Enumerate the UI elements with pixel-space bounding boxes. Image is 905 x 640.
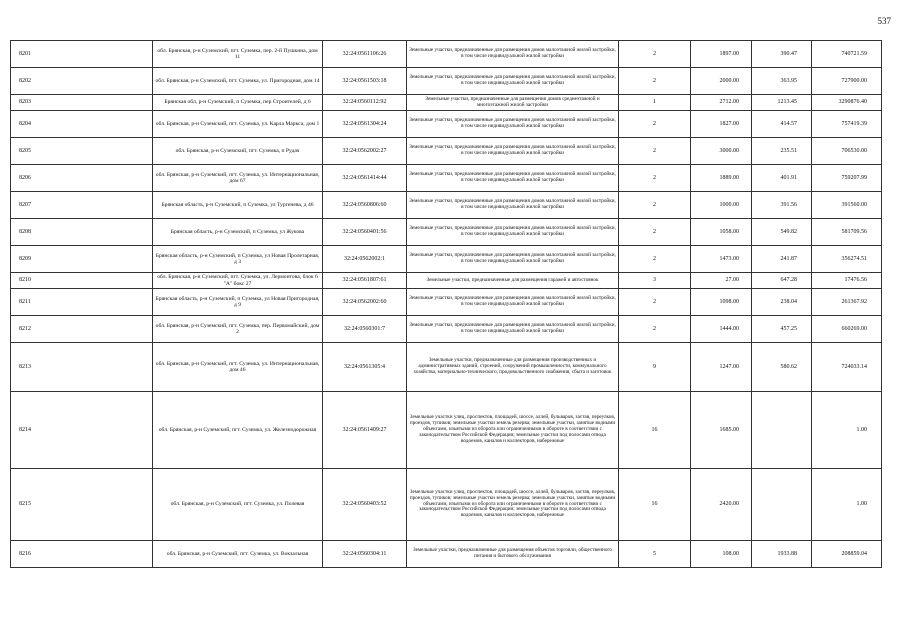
row-number: 8203 [11, 95, 153, 111]
area-cell: 1058.00 [691, 219, 752, 246]
cadastral-value-cell: 757419.39 [812, 111, 882, 138]
specific-value-cell [752, 469, 812, 541]
cadastral-value-cell: 724033.14 [812, 343, 882, 392]
address-cell: обл. Брянская, р-н Суземский, пгт. Суземка, ул. Интернациональная, дом 67 [153, 165, 323, 192]
cadastral-number-cell: 32:24:0561807:61 [323, 273, 407, 289]
table-row [11, 219, 882, 246]
cadastral-number-cell: 32:24:0561503:18 [323, 68, 407, 95]
table-row [11, 192, 882, 219]
table-row [11, 316, 882, 343]
specific-value-cell: 391.56 [752, 192, 812, 219]
land-use-cell: Земельные участки, предназначенные для размещения гаражей и автостоянок [407, 273, 619, 289]
table-row [11, 246, 882, 273]
area-cell: 1000.00 [691, 192, 752, 219]
land-use-cell: Земельные участки, предназначенные для размещения домов малоэтажной жилой застройки, в том числе индивидуальной жилой застройки [407, 68, 619, 95]
cadastral-value-cell: 208859.04 [812, 541, 882, 568]
cadastral-value-cell: 1.00 [812, 392, 882, 469]
cadastral-number-cell: 32:24:0560806:60 [323, 192, 407, 219]
use-group-cell: 2 [619, 289, 691, 316]
address-cell: обл. Брянская, р-н Суземский, пгт. Суземка, ул. Вокзальная [153, 541, 323, 568]
row-number: 8215 [11, 469, 153, 541]
land-use-cell: Земельные участки, предназначенные для размещения домов малоэтажной жилой застройки, в том числе индивидуальной жилой застройки [407, 246, 619, 273]
cadastral-number-cell: 32:24:0561106:26 [323, 41, 407, 68]
row-number: 8211 [11, 289, 153, 316]
area-cell: 1827.00 [691, 111, 752, 138]
cadastral-value-cell: 727900.00 [812, 68, 882, 95]
land-use-cell: Земельные участки, предназначенные для размещения домов малоэтажной жилой застройки, в том числе индивидуальной жилой застройки [407, 165, 619, 192]
cadastral-value-cell: 3290876.40 [812, 95, 882, 111]
table-row [11, 95, 882, 111]
cadastral-value-cell: 17476.56 [812, 273, 882, 289]
area-cell: 27.00 [691, 273, 752, 289]
table-row [11, 68, 882, 95]
cadastral-number-cell: 32:24:0562002:27 [323, 138, 407, 165]
use-group-cell: 2 [619, 41, 691, 68]
use-group-cell: 2 [619, 68, 691, 95]
address-cell: Брянская область, р-н Суземский, п Суземка, ул Тургенева, д 46 [153, 192, 323, 219]
cadastral-value-cell: 356274.51 [812, 246, 882, 273]
land-use-cell: Земельные участки, предназначенные для размещения домов малоэтажной жилой застройки, в том числе индивидуальной жилой застройки [407, 219, 619, 246]
cadastral-number-cell: 32:24:0560112:92 [323, 95, 407, 111]
land-use-cell: Земельные участки, предназначенные для размещения производственных и административных зданий, строений, сооружений промышленности, коммунального хозяйства, материально-технического, продовольственного снабжения, сбыта и заготовок [407, 343, 619, 392]
area-cell: 1444.00 [691, 316, 752, 343]
cadastral-number-cell: 32:24:0560403:52 [323, 469, 407, 541]
specific-value-cell: 457.25 [752, 316, 812, 343]
specific-value-cell: 390.47 [752, 41, 812, 68]
specific-value-cell: 580.62 [752, 343, 812, 392]
cadastral-value-cell: 1.00 [812, 469, 882, 541]
address-cell: обл. Брянская, р-н Суземский, пгт. Суземка, п Рудач [153, 138, 323, 165]
cadastral-value-cell: 759207.99 [812, 165, 882, 192]
land-use-cell: Земельные участки, предназначенные для размещения домов среднеэтажной и многоэтажной жилой застройки [407, 95, 619, 111]
address-cell: обл. Брянская, р-н Суземский, пгт. Суземка, ул. Пригородная, дом 14 [153, 68, 323, 95]
row-number: 8216 [11, 541, 153, 568]
area-cell: 1098.00 [691, 289, 752, 316]
area-cell: 2420.00 [691, 469, 752, 541]
specific-value-cell: 647.28 [752, 273, 812, 289]
specific-value-cell: 414.57 [752, 111, 812, 138]
area-cell: 2000.00 [691, 68, 752, 95]
table-row [11, 138, 882, 165]
address-cell: Брянская область, р-н Суземский, п Суземка, ул Жукова [153, 219, 323, 246]
table-row [11, 111, 882, 138]
table-row [11, 343, 882, 392]
address-cell: Брянская обл, р-н Суземский, п Суземка, пер Строителей, д 6 [153, 95, 323, 111]
area-cell: 1247.00 [691, 343, 752, 392]
row-number: 8202 [11, 68, 153, 95]
use-group-cell: 2 [619, 219, 691, 246]
table-row [11, 289, 882, 316]
row-number: 8213 [11, 343, 153, 392]
cadastral-number-cell: 32:24:0560304:11 [323, 541, 407, 568]
use-group-cell: 2 [619, 246, 691, 273]
cadastral-number-cell: 32:24:0561414:44 [323, 165, 407, 192]
land-use-cell: Земельные участки, предназначенные для размещения домов малоэтажной жилой застройки, в том числе индивидуальной жилой застройки [407, 138, 619, 165]
land-use-cell: Земельные участки, предназначенные для размещения домов малоэтажной жилой застройки, в том числе индивидуальной жилой застройки [407, 111, 619, 138]
address-cell: Брянская область, р-н Суземский, п Суземка, ул Новая Пригородная, д 9 [153, 289, 323, 316]
use-group-cell: 2 [619, 111, 691, 138]
cadastral-number-cell: 32:24:0562002:1 [323, 246, 407, 273]
specific-value-cell: 1933.88 [752, 541, 812, 568]
specific-value-cell: 549.82 [752, 219, 812, 246]
area-cell: 108.00 [691, 541, 752, 568]
use-group-cell: 9 [619, 343, 691, 392]
table-row [11, 273, 882, 289]
land-use-cell: Земельные участки улиц, проспектов, площадей, шоссе, аллей, бульваров, застав, переулков, проездов, тупиков; земельные участки земель резерва; земельные участки, занятые водными объектами, изъятыми из оборота или ограниченными в обороте в соответствии с законодательством Российской Федерации; земельные участки под полосами отвода водоемов, каналов и коллекторов, набережные [407, 469, 619, 541]
row-number: 8208 [11, 219, 153, 246]
page-number: 537 [877, 16, 891, 26]
use-group-cell: 5 [619, 541, 691, 568]
table-row [11, 41, 882, 68]
cadastral-value-cell: 261367.92 [812, 289, 882, 316]
land-use-cell: Земельные участки, предназначенные для размещения домов малоэтажной жилой застройки, в том числе индивидуальной жилой застройки [407, 289, 619, 316]
use-group-cell: 3 [619, 273, 691, 289]
cadastral-value-cell: 581709.56 [812, 219, 882, 246]
specific-value-cell: 235.51 [752, 138, 812, 165]
address-cell: Брянская область, р-н Суземский, п Суземка, ул Новая Пролетарная, д 3 [153, 246, 323, 273]
area-cell: 1685.00 [691, 392, 752, 469]
table-body [11, 41, 882, 568]
cadastral-number-cell: 32:24:0562002:60 [323, 289, 407, 316]
address-cell: обл. Брянская, р-н Суземский, пгт. Суземка, ул. Карла Маркса, дом 1 [153, 111, 323, 138]
specific-value-cell: 241.87 [752, 246, 812, 273]
use-group-cell: 2 [619, 192, 691, 219]
land-use-cell: Земельные участки улиц, проспектов, площадей, шоссе, аллей, бульваров, застав, переулков, проездов, тупиков; земельные участки земель резерва; земельные участки, занятые водными объектами, изъятыми из оборота или ограниченными в обороте в соответствии с законодательством Российской Федерации; земельные участки под полосами отвода водоемов, каналов и коллекторов, набережные [407, 392, 619, 469]
specific-value-cell: 363.95 [752, 68, 812, 95]
use-group-cell: 2 [619, 316, 691, 343]
use-group-cell: 16 [619, 392, 691, 469]
use-group-cell: 1 [619, 95, 691, 111]
use-group-cell: 2 [619, 165, 691, 192]
row-number: 8204 [11, 111, 153, 138]
table-row [11, 165, 882, 192]
cadastral-value-cell: 660269.00 [812, 316, 882, 343]
area-cell: 2712.00 [691, 95, 752, 111]
address-cell: обл. Брянская, р-н Суземский, пгт. Суземка, ул. Интернациональная, дом 46 [153, 343, 323, 392]
use-group-cell: 16 [619, 469, 691, 541]
row-number: 8212 [11, 316, 153, 343]
area-cell: 3000.00 [691, 138, 752, 165]
cadastral-number-cell: 32:24:0561305:4 [323, 343, 407, 392]
cadastral-number-cell: 32:24:0561304:24 [323, 111, 407, 138]
cadastral-number-cell: 32:24:0560401:56 [323, 219, 407, 246]
row-number: 8201 [11, 41, 153, 68]
use-group-cell: 2 [619, 138, 691, 165]
address-cell: обл. Брянская, р-н Суземский, пгт. Суземка, пер. Первомайский, дом 2 [153, 316, 323, 343]
row-number: 8207 [11, 192, 153, 219]
row-number: 8210 [11, 273, 153, 289]
row-number: 8206 [11, 165, 153, 192]
table-row [11, 392, 882, 469]
land-use-cell: Земельные участки, предназначенные для размещения домов малоэтажной жилой застройки, в том числе индивидуальной жилой застройки [407, 41, 619, 68]
address-cell: обл. Брянская, р-н Суземский, пгт. Суземка, ул. Лермонтова, блок 6 "А" бокс 27 [153, 273, 323, 289]
area-cell: 1473.00 [691, 246, 752, 273]
cadastral-number-cell: 32:24:0561409:27 [323, 392, 407, 469]
row-number: 8209 [11, 246, 153, 273]
land-use-cell: Земельные участки, предназначенные для размещения домов малоэтажной жилой застройки, в том числе индивидуальной жилой застройки [407, 316, 619, 343]
cadastral-value-cell: 740721.59 [812, 41, 882, 68]
specific-value-cell: 238.04 [752, 289, 812, 316]
row-number: 8205 [11, 138, 153, 165]
specific-value-cell: 401.91 [752, 165, 812, 192]
cadastral-value-cell: 391560.00 [812, 192, 882, 219]
area-cell: 1897.00 [691, 41, 752, 68]
address-cell: обл. Брянская, р-н Суземский, пгт. Суземка, ул. Полевая [153, 469, 323, 541]
land-parcels-table [10, 40, 882, 568]
row-number: 8214 [11, 392, 153, 469]
area-cell: 1889.00 [691, 165, 752, 192]
table-row [11, 541, 882, 568]
address-cell: обл. Брянская, р-н Суземский, пгт. Суземка, пер. 2-й Пушкина, дом 11 [153, 41, 323, 68]
land-use-cell: Земельные участки, предназначенные для размещения объектов торговли, общественного питания и бытового обслуживания [407, 541, 619, 568]
table-row [11, 469, 882, 541]
cadastral-number-cell: 32:24:0560301:7 [323, 316, 407, 343]
address-cell: обл. Брянская, р-н Суземский, пгт. Суземка, ул. Железнодорожная [153, 392, 323, 469]
specific-value-cell [752, 392, 812, 469]
specific-value-cell: 1213.45 [752, 95, 812, 111]
cadastral-value-cell: 706530.00 [812, 138, 882, 165]
land-use-cell: Земельные участки, предназначенные для размещения домов малоэтажной жилой застройки, в том числе индивидуальной жилой застройки [407, 192, 619, 219]
